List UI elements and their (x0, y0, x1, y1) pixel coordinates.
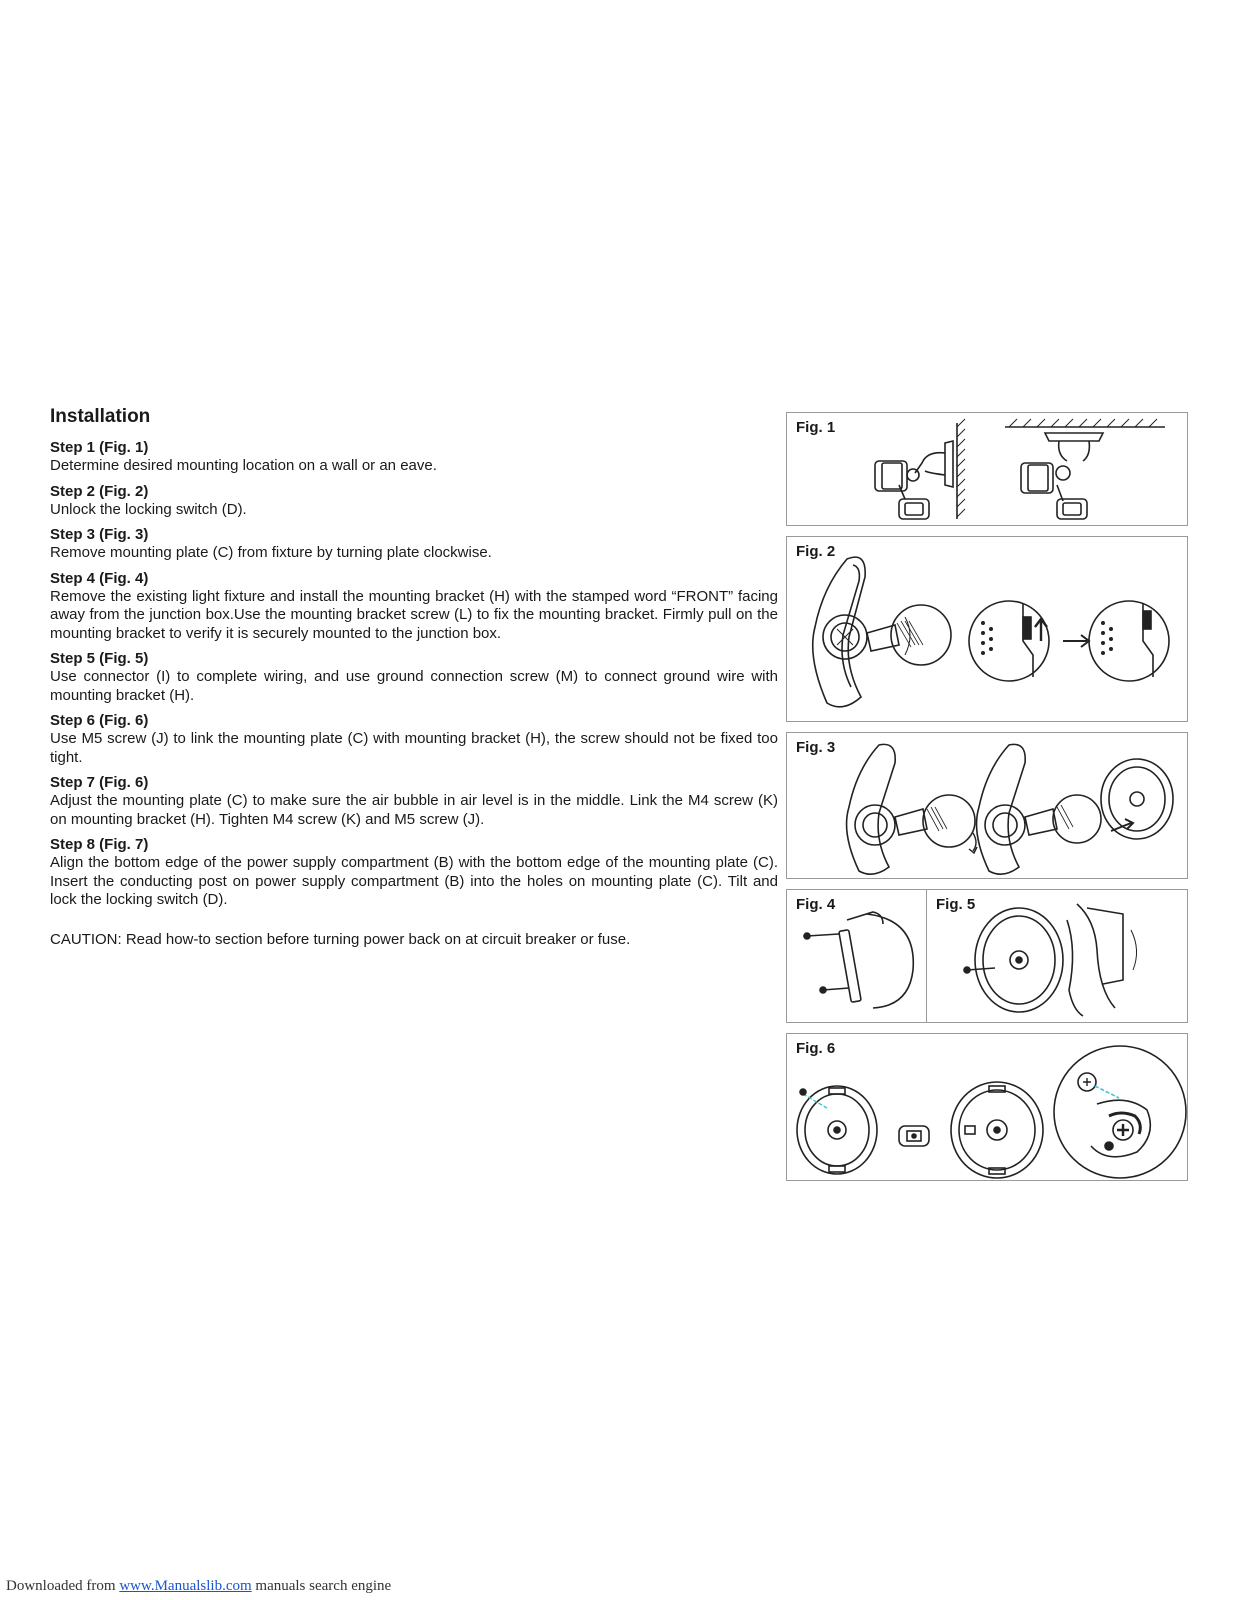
figure-6 (786, 1033, 1188, 1181)
step-title: Step 4 (Fig. 4) (50, 569, 149, 587)
step-body: Determine desired mounting location on a wall or an eave. (50, 457, 437, 474)
footer-suffix: manuals search engine (251, 1578, 392, 1594)
fig6-label: Fig. 6 (796, 1040, 836, 1057)
figure-1 (786, 412, 1188, 526)
fig2-illustration (787, 537, 1187, 721)
manualslib-link[interactable]: www.Manualslib.com (119, 1578, 252, 1594)
step-title: Step 1 (Fig. 1) (50, 439, 149, 456)
step-7 (50, 773, 778, 829)
step-title: Step 5 (Fig. 5) (50, 650, 149, 667)
section-title: Installation (50, 406, 151, 427)
step-body: Remove the existing light fixture and install the mounting bracket (H) with the stamped word “FRONT” facing away from the junction box.Use the mounting bracket screw (L) to fix the mounting bracket. Firmly pull on the mounting bracket to verify it is securely mounted to the junction box. (50, 587, 778, 642)
step-4 (50, 569, 778, 644)
step-title: Step 2 (Fig. 2) (50, 482, 149, 500)
step-body: Use connector (I) to complete wiring, and use ground connection screw (M) to connect ground wire with mounting bracket (H). (50, 668, 778, 704)
step-2 (50, 482, 778, 520)
step-1 (50, 438, 778, 476)
figure-3 (786, 732, 1188, 879)
download-footer (6, 1578, 391, 1595)
fig1-illustration (787, 413, 1187, 525)
step-body: Unlock the locking switch (D). (50, 500, 247, 518)
step-body: Remove mounting plate (C) from fixture by turning plate clockwise. (50, 544, 492, 561)
fig4-label: Fig. 4 (796, 896, 836, 913)
step-body: Align the bottom edge of the power supply compartment (B) with the bottom edge of the mounting plate (C). Insert the conducting post on power supply compartment (B) into the holes on mounting plate (C). Tilt and lock the locking switch (D). (50, 854, 778, 908)
step-title: Step 6 (Fig. 6) (50, 712, 149, 729)
step-title: Step 3 (Fig. 3) (50, 526, 149, 543)
step-5 (50, 649, 778, 705)
figure-5 (926, 889, 1188, 1023)
fig2-label: Fig. 2 (796, 543, 836, 560)
fig5-label: Fig. 5 (936, 896, 976, 913)
footer-prefix: Downloaded from (6, 1578, 120, 1594)
fig1-label: Fig. 1 (796, 419, 836, 436)
step-body: Adjust the mounting plate (C) to make sure the air bubble in air level is in the middle. Link the M4 screw (K) on mounting bracket (H). Tighten M4 screw (K) and M5 screw (J). (50, 792, 778, 828)
caution-note: CAUTION: Read how-to section before turning power back on at circuit breaker or fuse. (50, 930, 631, 948)
fig6-illustration (787, 1034, 1187, 1180)
figure-2 (786, 536, 1188, 722)
fig3-label: Fig. 3 (796, 739, 836, 756)
figure-4 (786, 889, 928, 1023)
step-title: Step 8 (Fig. 7) (50, 836, 149, 853)
step-body: Use M5 screw (J) to link the mounting plate (C) with mounting bracket (H), the screw should not be fixed too tight. (50, 730, 778, 766)
fig3-illustration (787, 733, 1187, 878)
step-8 (50, 835, 778, 910)
step-3 (50, 525, 778, 563)
step-6 (50, 711, 778, 767)
step-title: Step 7 (Fig. 6) (50, 774, 149, 791)
installation-text (50, 406, 778, 949)
